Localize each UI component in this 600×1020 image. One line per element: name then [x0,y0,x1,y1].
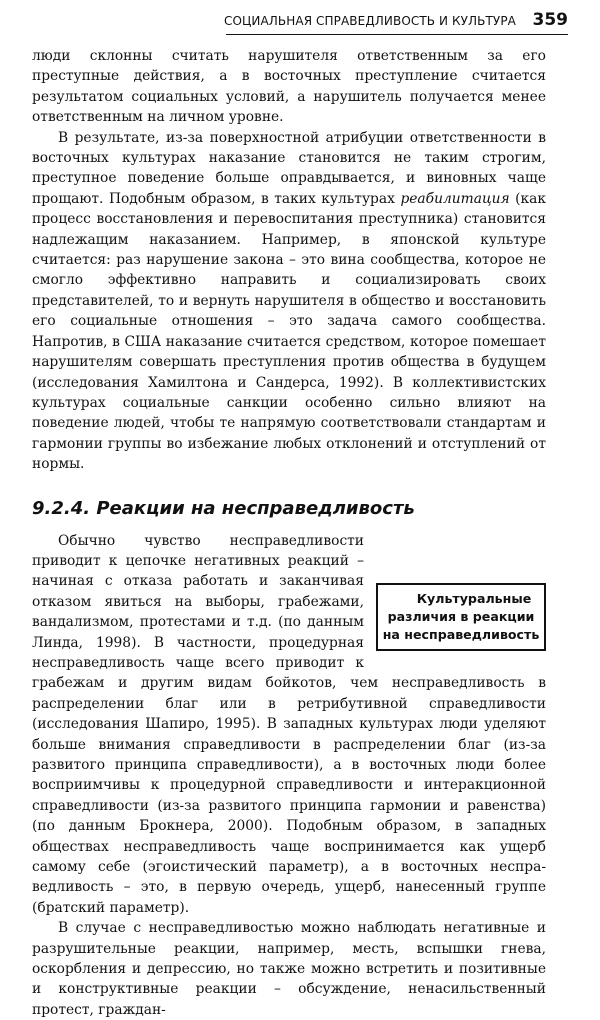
paragraph-2-part-1: В результате, из-за поверхностной атрибуции ответственности в восточных культурах наказание становится не таким строгим, преступное поведение больше оправдывается, и виновных чаще прощают. Подобным образом, в таких культурах [32,129,546,207]
paragraph-2-italic-term: реабилитация [400,190,510,207]
paragraph-3 [32,531,546,919]
page-number: 359 [532,10,568,30]
paragraph-2-part-2: (как процесс восстановления и перевоспитания преступника) становится надлежащим наказанием. Например, в японской культуре считается: раз нарушение закона – это вина сообщества, которое не смогло эффективно направить и социализировать своих представителей, то и вернуть нарушителя в общество и восстановить его социальные отношения – это задача самого сообщества. Напротив, в США наказание считается средством, которое помешает нарушителям совершать преступления против общества в будущем (исследования Хамилтона и Сандерса, 1992). В коллективистских культурах социальные санкции особенно сильно влияют на поведение людей, чтобы те напрямую соответствовали стандартам и гармонии группы во избежание любых отклонений и отступлений от нормы. [32,190,546,473]
paragraph-3-text: Обычно чувство несправедливости приводит к цепочке негативных реакций – начиная с отказа работать и заканчивая отказом явиться на выборы, грабежами, вандализмом, протестами и т.д. (по данным Линда, 1998). В частности, процедурная несправедливость чаще всего приводит к грабежам и другим видам бойкотов, чем несправедливость в распределении благ или в ретрибутивной справедливости (исследования Шапиро, 1995). В западных культурах люди уделяют больше внимания справедливости в распределении благ (из-за развитого принципа справедливости), а в восточных люди более восприимчивы к процедурной справедливости и интеракционной справедливости (из-за развитого принципа гармонии и равенства) (по данным Брокнера, 2000). Подобным образом, в западных обществах несправедливость чаще воспринимается как ущерб самому себе (эгоистический параметр), а в восточных несправедливость – это, в первую очередь, ущерб, нанесенный группе (братский параметр). [32,532,546,916]
paragraph-2 [32,128,546,475]
running-header [223,4,568,35]
section-heading: 9.2.4. Реакции на несправедливость [32,497,415,519]
paragraph-4: В случае с несправедливостью можно наблюдать негативные и разрушительные реакции, например, месть, вспышки гнева, оскорбления и депрессию, но также можно встретить и позитивные и конструктивные реакции – обсуждение, ненасильственный протест, граждан- [32,920,546,1018]
margin-note-box: Культуральные различия в реакции на несправедливость [376,583,546,651]
running-title: СОЦИАЛЬНАЯ СПРАВЕДЛИВОСТЬ И КУЛЬТУРА [223,14,516,28]
page-body [32,46,546,1020]
paragraph-1: люди склонны считать нарушителя ответственным за его преступные действия, а в восточных преступление считается результатом социальных условий, а нарушитель получается менее ответственным на личном уровне. [32,48,546,126]
